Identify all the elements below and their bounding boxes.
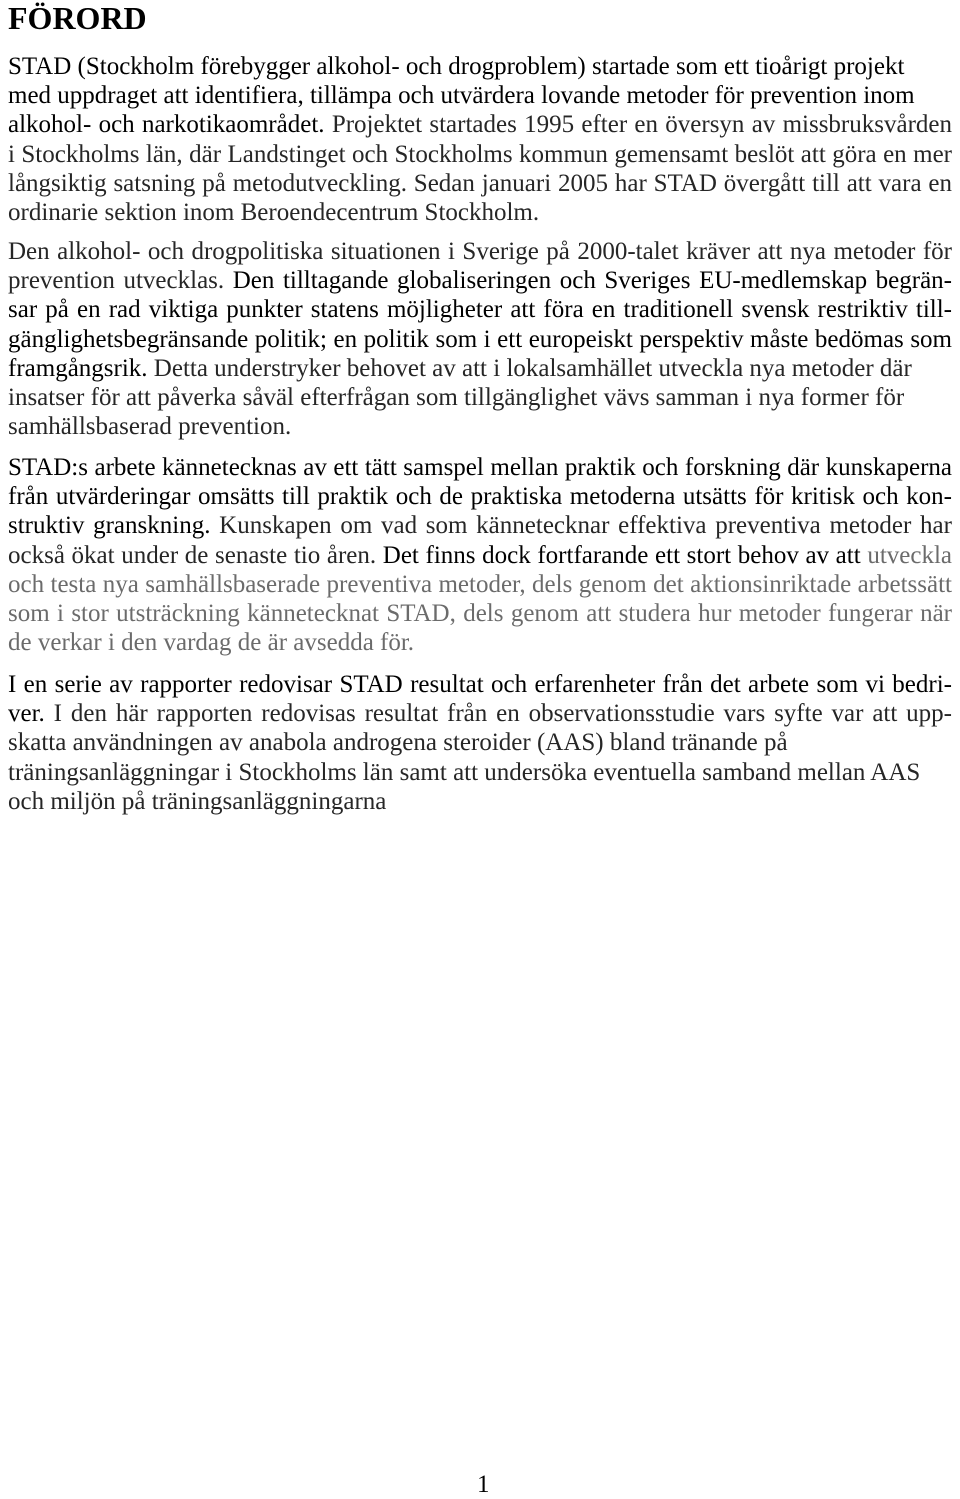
text-line (8, 699, 952, 728)
text-line (8, 169, 952, 198)
text-line (8, 140, 952, 169)
text-segment: träningsanläggningar i Stockholms län samt att undersöka eventuella samband mellan AAS (8, 758, 921, 786)
text-segment: framgångsrik. (8, 354, 154, 382)
text-segment: skatta användningen av anabola androgena steroider (AAS) bland tränande på (8, 729, 788, 757)
text-line (8, 482, 952, 511)
text-segment: och miljön på träningsanläggningarna (8, 787, 387, 815)
text-line (8, 198, 952, 227)
text-segment: samhällsbaserad prevention. (8, 413, 292, 441)
paragraph-2 (8, 237, 952, 441)
paragraph-1 (8, 52, 952, 227)
page-title: FÖRORD (8, 0, 147, 36)
text-segment: Den alkohol- och drogpolitiska situationen i Sverige på 2000-talet kräver att nya metoder för (8, 238, 952, 265)
text-segment: som i stor utsträckning kännetecknat STAD, dels genom att studera hur metoder fungerar när (8, 600, 952, 628)
paragraph-3 (8, 453, 952, 657)
page-number: 1 (477, 1471, 490, 1498)
text-segment: från utvärderingar omsätts till praktik och de praktiska metoderna utsätts för kritisk och kon- (8, 483, 952, 511)
text-line (8, 670, 952, 699)
text-line (8, 628, 952, 657)
text-segment: de verkar i den vardag de är avsedda för. (8, 629, 415, 657)
text-segment: sar på en rad viktiga punkter statens möjligheter att föra en traditionell svensk restriktiv till- (8, 296, 952, 324)
text-segment: alkohol- och narkotikaområdet. (8, 111, 332, 139)
text-segment: med uppdraget att identifiera, tillämpa och utvärdera lovande metoder för prevention inom (8, 82, 915, 110)
text-segment: I den här rapporten redovisas resultat från en observationsstudie vars syfte var att upp- (53, 700, 953, 728)
text-segment: ordinarie sektion inom Beroendecentrum Stockholm. (8, 199, 540, 227)
text-line (8, 541, 952, 570)
text-line (8, 728, 952, 757)
text-line (8, 266, 952, 295)
paragraph-4 (8, 670, 952, 816)
text-line (8, 52, 952, 81)
text-segment: insatser för att påverka såväl efterfrågan som tillgänglighet vävs samman i nya former för (8, 384, 905, 412)
text-segment: i Stockholms län, där Landstinget och Stockholms kommun gemensamt beslöt att göra en mer (8, 140, 952, 168)
text-segment: också ökat under de senaste tio åren. (8, 541, 383, 569)
text-segment: struktiv granskning. (8, 512, 220, 540)
text-line (8, 511, 952, 540)
text-segment: STAD (Stockholm förebygger alkohol- och drogproblem) startade som ett tioårigt projekt (8, 53, 905, 80)
text-line (8, 599, 952, 628)
text-line (8, 81, 952, 110)
text-line (8, 325, 952, 354)
text-segment: Det finns dock fortfarande ett stort behov av att (382, 541, 868, 569)
text-line (8, 295, 952, 324)
text-segment: Kunskapen om vad som kännetecknar effektiva preventiva metoder har (219, 512, 952, 540)
text-segment: och testa nya samhällsbaserade preventiva metoder, dels genom det aktionsinriktade arbetssätt (8, 570, 952, 598)
text-segment: prevention utvecklas. (8, 267, 233, 295)
text-segment: Projektet startades 1995 efter en översyn av missbruksvården (331, 111, 953, 139)
text-line (8, 787, 952, 816)
text-line (8, 453, 952, 482)
text-segment: ver. (8, 700, 54, 728)
text-line (8, 570, 952, 599)
text-segment: utveckla (867, 541, 952, 569)
text-line (8, 412, 952, 441)
text-line (8, 237, 952, 266)
text-line (8, 758, 952, 787)
text-segment: STAD:s arbete kännetecknas av ett tätt samspel mellan praktik och forskning där kunskaperna (8, 454, 952, 481)
text-segment: gänglighetsbegränsande politik; en politik som i ett europeiskt perspektiv måste bedömas som (8, 325, 952, 353)
text-line (8, 383, 952, 412)
text-segment: Den tilltagande globaliseringen och Sveriges EU-medlemskap begrän- (232, 267, 952, 295)
text-segment: långsiktig satsning på metodutveckling. Sedan januari 2005 har STAD övergått till att vara en (8, 169, 952, 197)
text-line (8, 110, 952, 139)
text-segment: Detta understryker behovet av att i lokalsamhället utveckla nya metoder där (153, 354, 912, 382)
text-segment: I en serie av rapporter redovisar STAD resultat och erfarenheter från det arbete som vi bedri- (8, 671, 952, 698)
text-line (8, 354, 952, 383)
